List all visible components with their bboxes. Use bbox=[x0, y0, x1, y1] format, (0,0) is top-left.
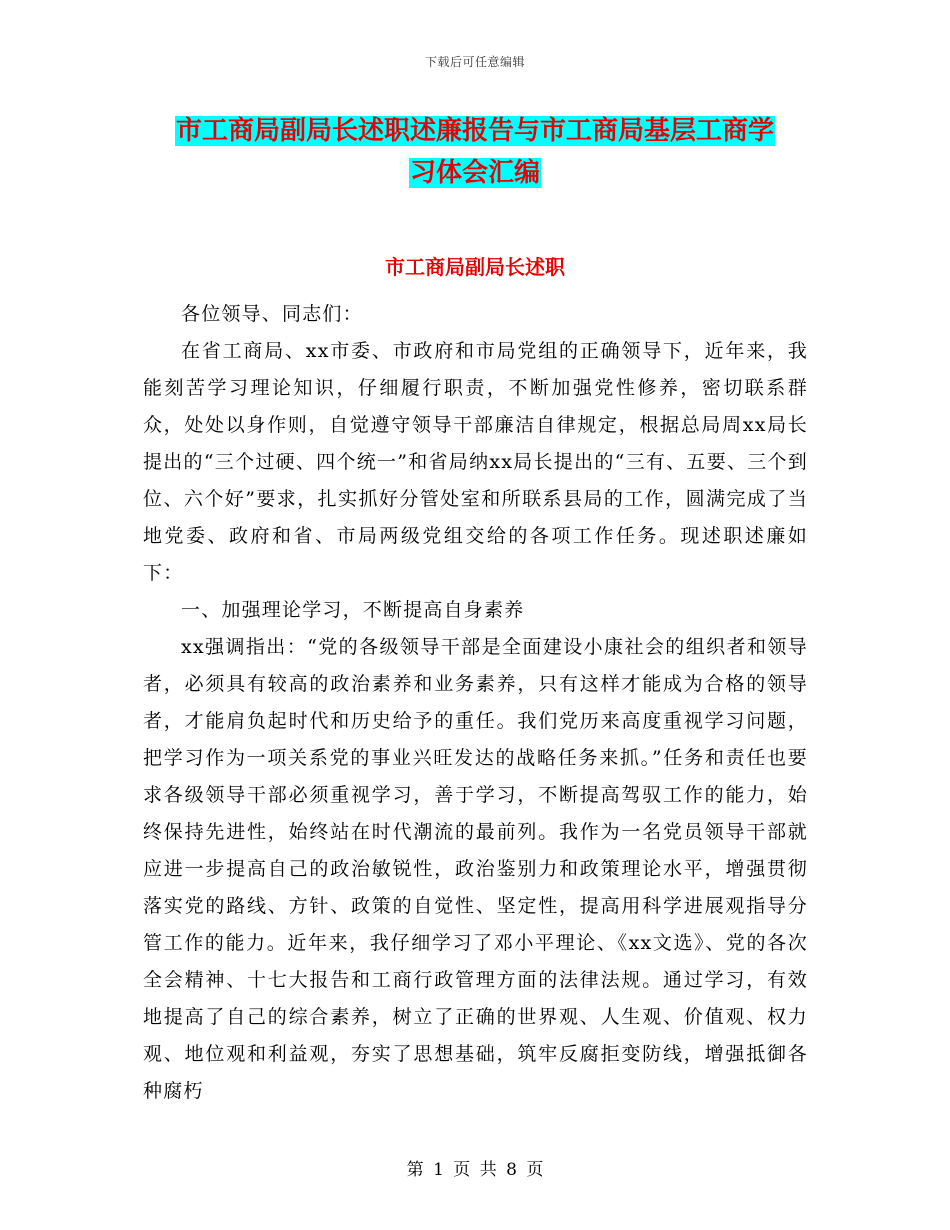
document-title-line-1: 市工商局副局长述职述廉报告与市工商局基层工商学 bbox=[175, 116, 774, 146]
paragraph-study: xx强调指出：“党的各级领导干部是全面建设小康社会的组织者和领导者，必须具有较高的政治素养和业务素养，只有这样才能成为合格的领导者，才能肩负起时代和历史给予的重任。我们党历来高度重视学习问题，把学习作为一项关系党的事业兴旺发达的战略任务来抓。”任务和责任也要求各级领导干部必须重视学习，善于学习，不断提高驾驭工作的能力，始终保持先进性，始终站在时代潮流的最前列。我作为一名党员领导干部就应进一步提高自己的政治敏锐性，政治鉴别力和政策理论水平，增强贯彻落实党的路线、方针、政策的自觉性、坚定性，提高用科学进展观指导分管工作的能力。近年来，我仔细学习了邓小平理论、《xx文选》、党的各次全会精神、十七大报告和工商行政管理方面的法律法规。通过学习，有效地提高了自己的综合素养，树立了正确的世界观、人生观、价值观、权力观、地位观和利益观，夯实了思想基础，筑牢反腐拒变防线，增强抵御各种腐朽 bbox=[143, 636, 808, 1102]
paragraph-intro: 在省工商局、xx市委、市政府和市局党组的正确领导下，近年来，我能刻苦学习理论知识，仔细履行职责，不断加强党性修养，密切联系群众，处处以身作则，自觉遵守领导干部廉洁自律规定，根据总局周xx局长提出的“三个过硬、四个统一”和省局纳xx局长提出的“三有、五要、三个到位、六个好”要求，扎实抓好分管处室和所联系县局的工作，圆满完成了当地党委、政府和省、市局两级党组交给的各项工作任务。现述职述廉如下： bbox=[143, 340, 808, 584]
document-title-line-2: 习体会汇编 bbox=[409, 158, 540, 188]
paragraph-heading-1: 一、加强理论学习，不断提高自身素养 bbox=[181, 599, 525, 621]
document-body bbox=[143, 296, 808, 1110]
page-number: 第 1 页 共 8 页 bbox=[406, 1160, 544, 1180]
paragraph-salutation: 各位领导、同志们： bbox=[181, 303, 363, 325]
section-title: 市工商局副局长述职 bbox=[385, 255, 565, 279]
header-note: 下载后可任意编辑 bbox=[424, 55, 525, 69]
document-title bbox=[0, 110, 950, 194]
